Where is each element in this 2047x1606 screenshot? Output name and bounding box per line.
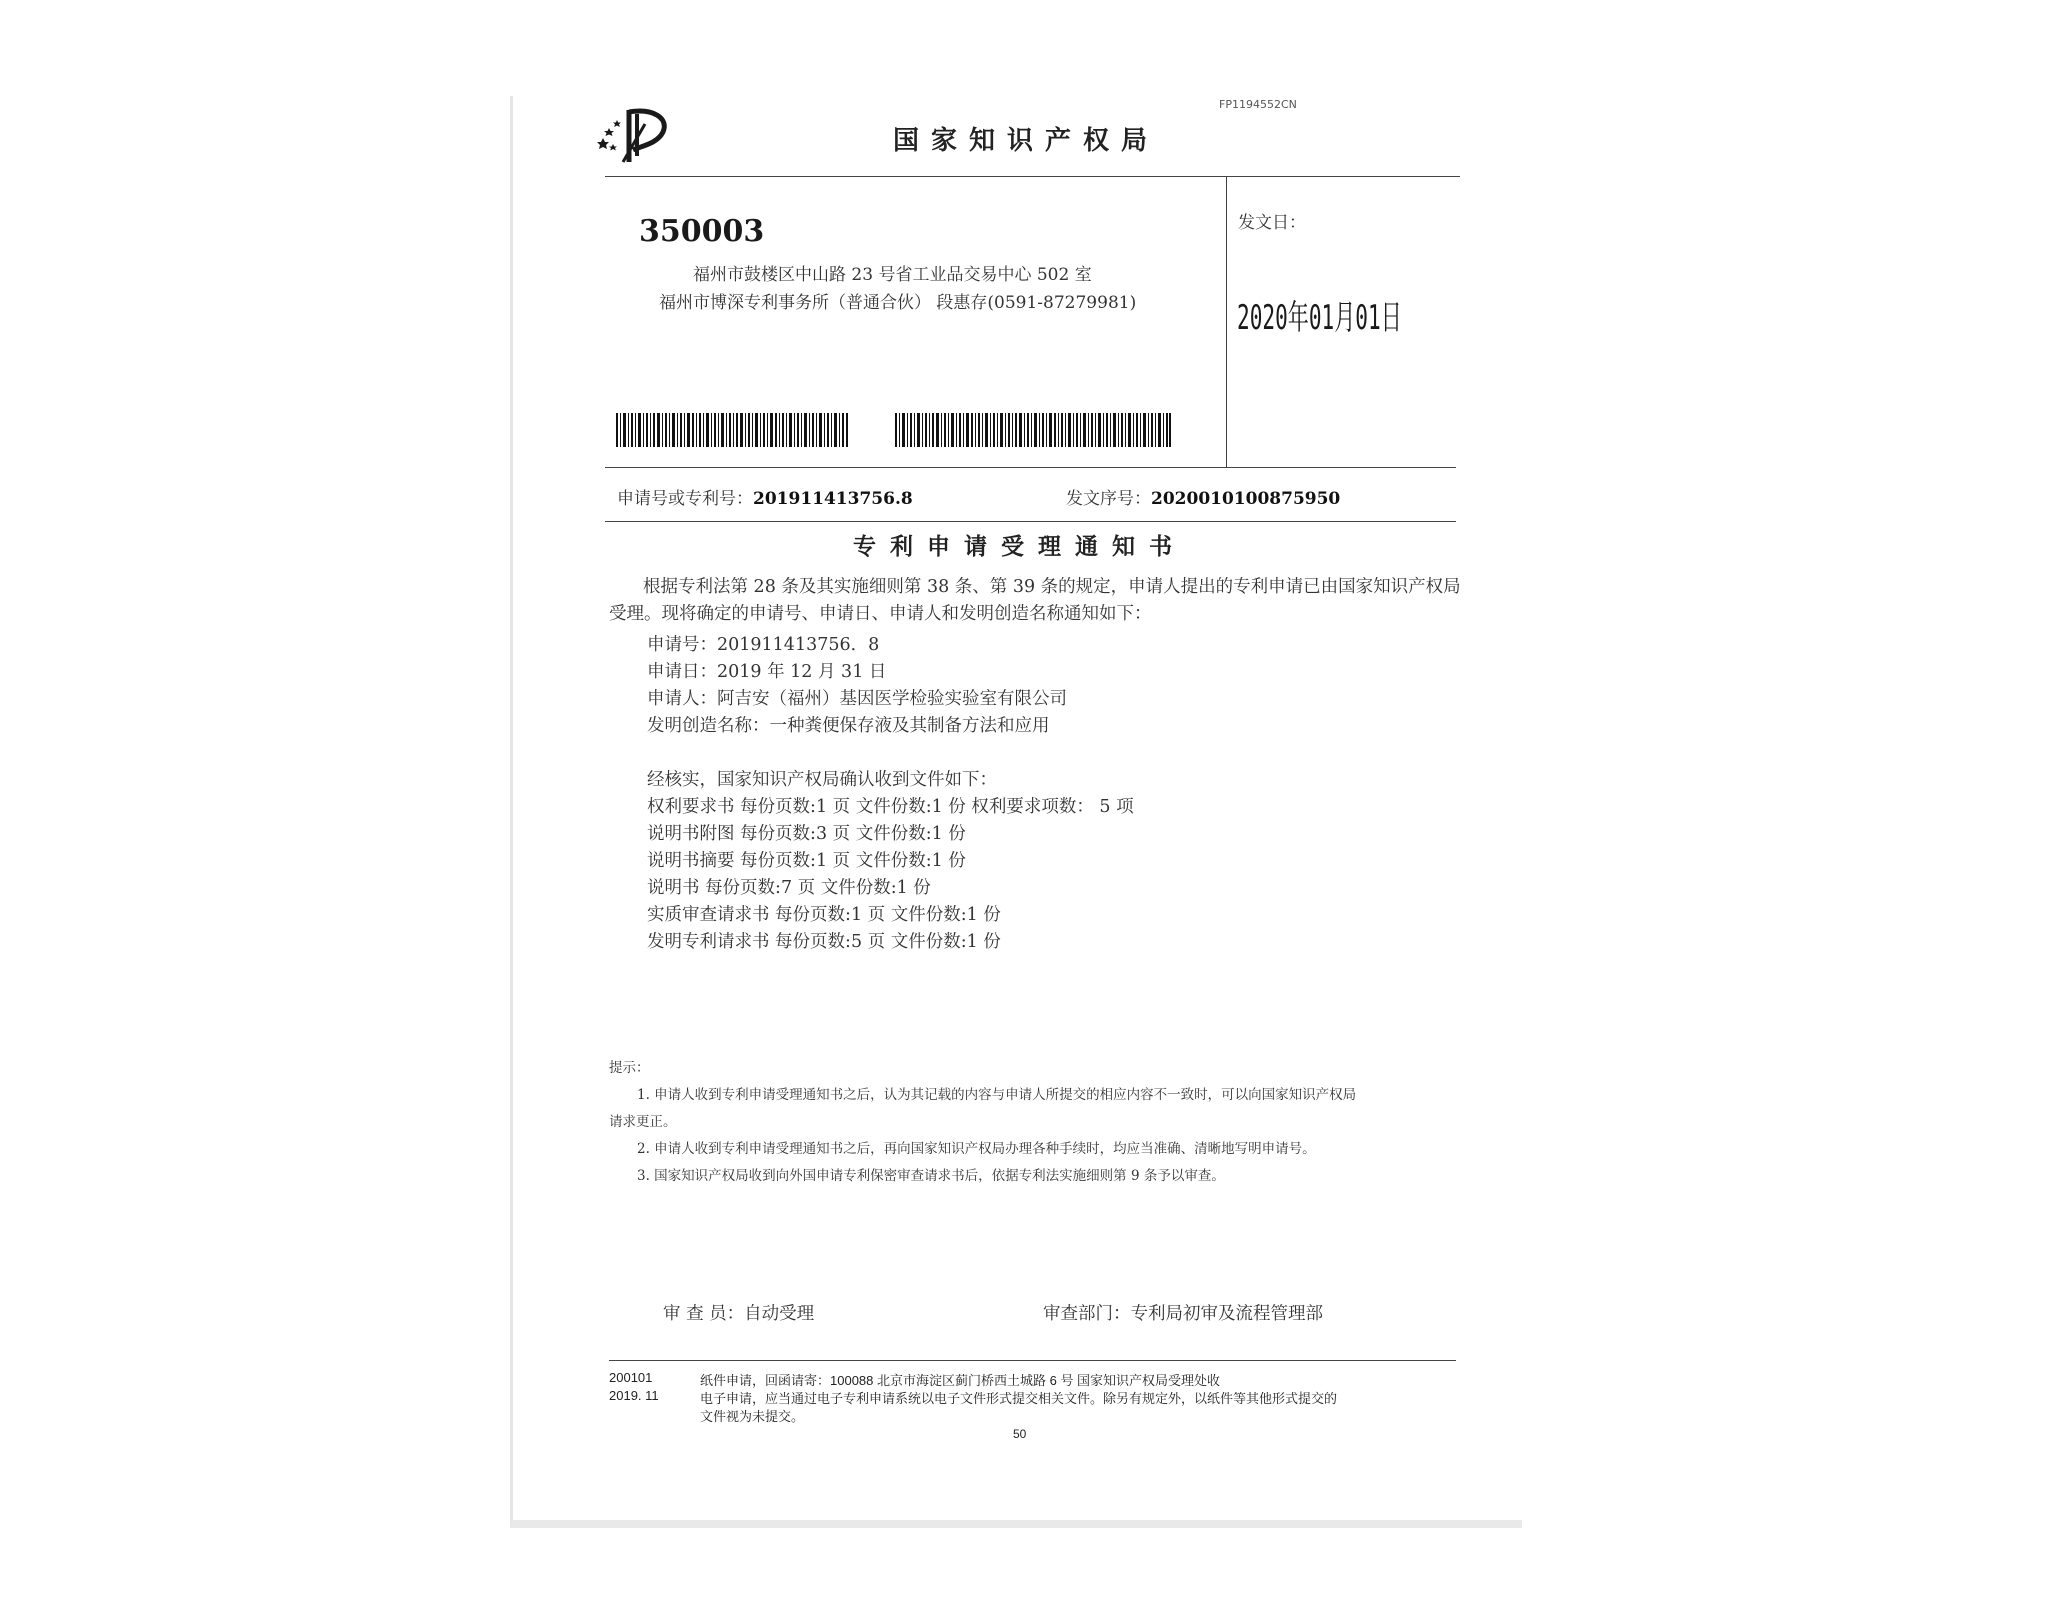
issue-date: 2020年01月01日 (1237, 298, 1402, 338)
header-divider (605, 176, 1460, 177)
examiner: 审 查 员：自动受理 (663, 1304, 815, 1324)
serial-number-row (1066, 484, 1340, 509)
office-name: 国家知识产权局 (893, 126, 1160, 156)
document-title: 专利申请受理通知书 (853, 534, 1186, 560)
issue-date-label: 发文日： (1238, 213, 1306, 233)
application-number-row (617, 484, 913, 509)
recipient-agent: 福州市博深专利事务所（普通合伙） 段惠存(0591-87279981) (659, 293, 1137, 313)
received-file: 权利要求书 每份页数:1 页 文件份数:1 份 权利要求项数： 5 项 (647, 797, 1134, 817)
date-box-divider (1226, 176, 1227, 467)
detail-invention-title: 发明创造名称：一种粪便保存液及其制备方法和应用 (647, 716, 1050, 736)
serial-number-label: 发文序号： (1066, 489, 1151, 509)
barcode-left (616, 413, 848, 447)
cnipa-logo-icon (593, 104, 673, 166)
examining-department: 审查部门：专利局初审及流程管理部 (1043, 1304, 1323, 1324)
form-code: 200101 (609, 1370, 653, 1385)
note-item: 请求更正。 (609, 1114, 677, 1130)
application-number: 201911413756.8 (753, 489, 913, 509)
detail-filing-date: 申请日：2019 年 12 月 31 日 (647, 662, 887, 682)
footer-divider (609, 1360, 1456, 1361)
detail-applicant: 申请人：阿吉安（福州）基因医学检验实验室有限公司 (647, 689, 1067, 709)
received-file: 实质审查请求书 每份页数:1 页 文件份数:1 份 (647, 905, 1001, 925)
footer-line: 纸件申请，回函请寄：100088 北京市海淀区蓟门桥西土城路 6 号 国家知识产权局受理处收 (700, 1373, 1221, 1388)
received-file: 说明书附图 每份页数:3 页 文件份数:1 份 (647, 824, 966, 844)
received-file: 说明书摘要 每份页数:1 页 文件份数:1 份 (647, 851, 966, 871)
application-number-label: 申请号或专利号： (617, 489, 753, 509)
received-file: 发明专利请求书 每份页数:5 页 文件份数:1 份 (647, 932, 1001, 952)
intro-paragraph: 根据专利法第 28 条及其实施细则第 38 条、第 39 条的规定，申请人提出的专利申请已由国家知识产权局受理。现将确定的申请号、申请日、申请人和发明创造名称通知如下： (609, 577, 1461, 624)
received-file: 说明书 每份页数:7 页 文件份数:1 份 (647, 878, 931, 898)
detail-application-number: 申请号：201911413756．8 (647, 635, 880, 655)
note-item: 3. 国家知识产权局收到向外国申请专利保密审查请求书后，依据专利法实施细则第 9 条予以审查。 (637, 1168, 1225, 1184)
received-intro: 经核实，国家知识产权局确认收到文件如下： (647, 770, 997, 790)
address-divider (605, 467, 1456, 468)
form-date: 2019. 11 (609, 1388, 659, 1403)
serial-number: 2020010100875950 (1151, 489, 1341, 509)
page-number: 50 (1013, 1427, 1027, 1441)
footer-line: 文件视为未提交。 (700, 1409, 805, 1424)
postal-code: 350003 (639, 214, 765, 249)
recipient-address: 福州市鼓楼区中山路 23 号省工业品交易中心 502 室 (693, 265, 1092, 285)
reference-code: FP1194552CN (1219, 98, 1297, 111)
note-item: 1. 申请人收到专利申请受理通知书之后，认为其记载的内容与申请人所提交的相应内容不一致时，可以向国家知识产权局 (637, 1087, 1357, 1103)
footer-line: 电子申请，应当通过电子专利申请系统以电子文件形式提交相关文件。除另有规定外，以纸件等其他形式提交的 (700, 1391, 1338, 1406)
barcode-right (895, 413, 1171, 447)
meta-divider (605, 521, 1456, 522)
notes-label: 提示： (609, 1060, 650, 1076)
note-item: 2. 申请人收到专利申请受理通知书之后，再向国家知识产权局办理各种手续时，均应当准确、清晰地写明申请号。 (637, 1141, 1316, 1157)
notice-page (510, 96, 1522, 1528)
